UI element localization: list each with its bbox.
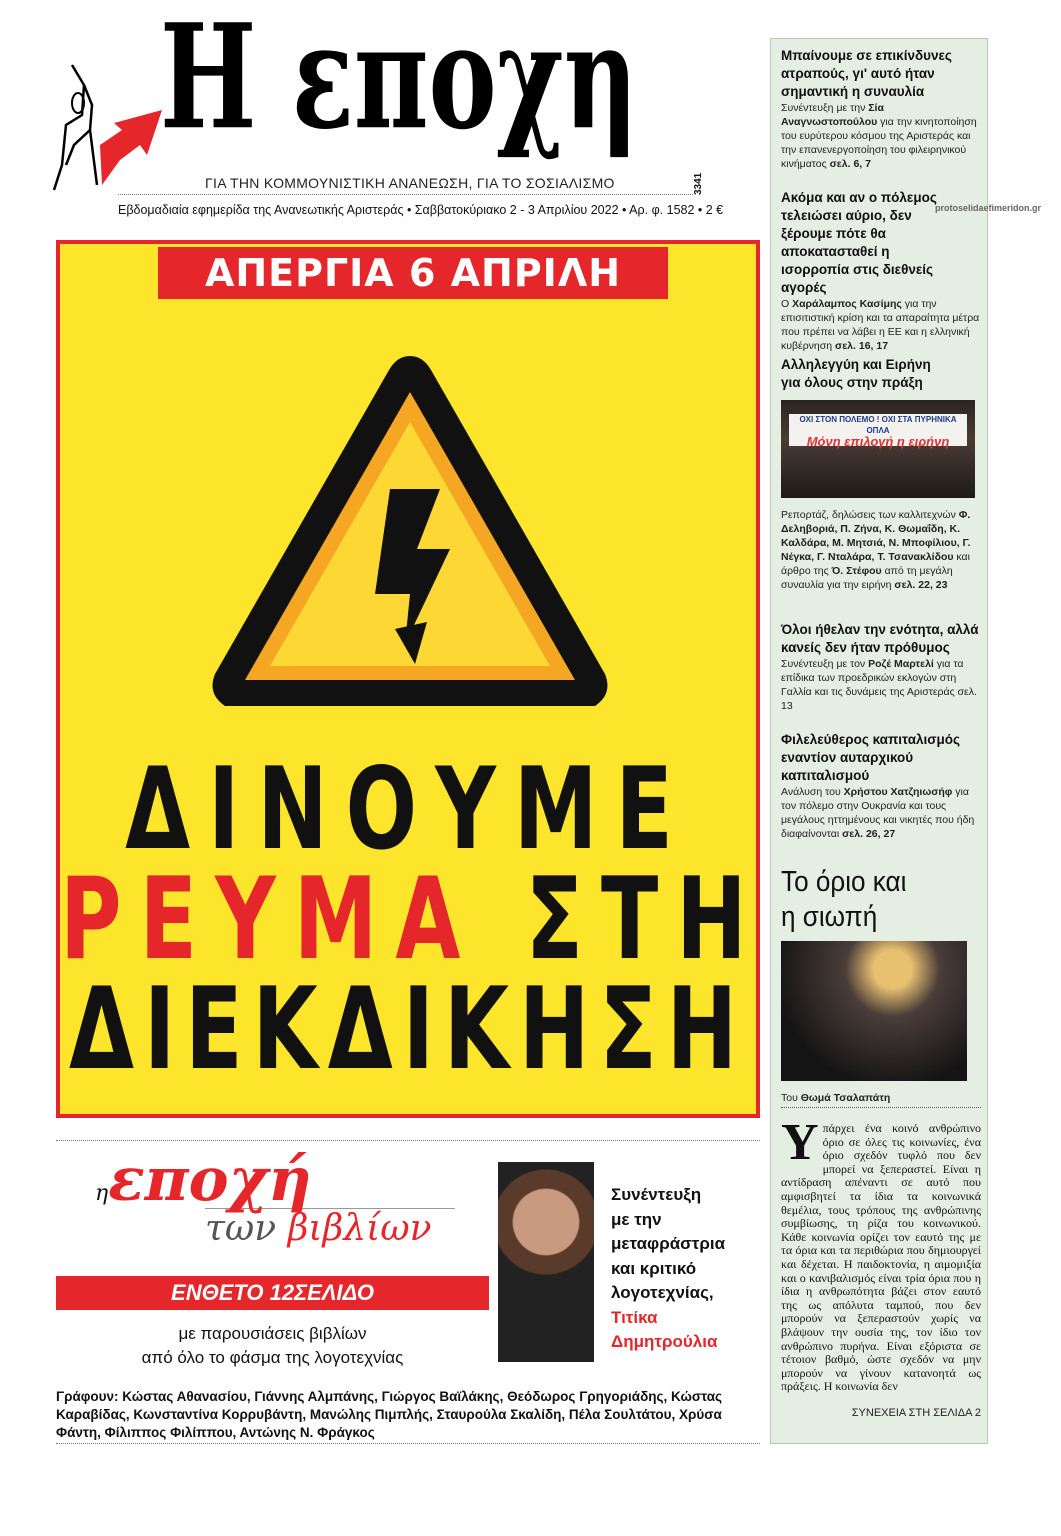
article-title: Φιλελεύθερος καπιταλισμός εναντίον αυταρχικού καπιταλισμού bbox=[781, 732, 961, 783]
divider bbox=[56, 1140, 760, 1141]
strike-banner: ΑΠΕΡΓΙΑ 6 ΑΠΡΙΛΗ bbox=[158, 247, 668, 299]
feature-text: Υπάρχει ένα κοινό ανθρώπινο όριο σε όλες τις κοινωνίες, ένα όριο σχεδόν τυφλό που δεν μπορεί να ξεπεραστεί. Είναι η αντίδραση απέναντι σε αυτό που αμφισβητεί τα ίδια τα κοινωνικά θεμέλια, τους τρόπους της ανθρώπινης συμβίωσης, τη ρίζα του κοινωνικού. Κάθε κοινωνία ορίζει τον εαυτό της με τα όρια και τα περιθώρια που δημιουργεί και δέχεται. Η παιδοκτονία, η αιμομιξία και ο κανιβαλισμός είναι τρία όρια που η ίδια η ανθρωπότητα βάζει στον εαυτό της ως απόλυτα ταμπού, που δεν μπορούν να ξεπεραστούν χωρίς να βλάψουν την ουσία της, τον ίδιο τον ανθρώπινο πυρήνα. Είναι εξόριστα σε τέτοιον βαθμό, ώστε σχεδόν να μην μπορούν να γίνουν κατανοητά ως πράξεις. Η κοινωνία δεν bbox=[781, 1114, 981, 1394]
article-summary: Ανάλυση του Χρήστου Χατζηιωσήφ για τον πόλεμο στην Ουκρανία και τους μεγάλους ηττημένους και νικητές που ήδη διαφαίνονται σελ. 26, 27 bbox=[781, 786, 975, 840]
feature-title: Το όριο και η σιωπή bbox=[781, 866, 907, 933]
sidebar-article[interactable] bbox=[781, 731, 981, 841]
issue-code: 3341 bbox=[693, 172, 704, 195]
slogan: ΓΙΑ ΤΗΝ ΚΟΜΜΟΥΝΙΣΤΙΚΗ ΑΝΑΝΕΩΣΗ, ΓΙΑ ΤΟ ΣΟΣΙΑΛΙΣΜΟ bbox=[205, 175, 615, 191]
article-summary: Συνέντευξη με την Σία Αναγνωστοπούλου για την κινητοποίηση του ευρύτερου κόσμου της Αριστεράς και την επανενεργοποίηση του φιλειρηνικού κινήματος σελ. 6, 7 bbox=[781, 102, 977, 170]
supplement-band: ΕΝΘΕΤΟ 12ΣΕΛΙΔΟ bbox=[56, 1276, 489, 1310]
sidebar-article[interactable] bbox=[781, 47, 981, 171]
article-summary: Ρεπορτάζ, δηλώσεις των καλλιτεχνών Φ. Δεληβοριά, Π. Ζήνα, Κ. Θωμαΐδη, Κ. Καλδάρα, Μ. Μητσιά, Ν. Μποφίλιου, Γ. Νέγκα, Γ. Νταλάρα, Τ. Τσανακλίδου και άρθρο της Ό. Στέφου από τη μεγάλη συναυλία για την ειρήνη σελ. 22, 23 bbox=[781, 509, 971, 591]
article-title: Ακόμα και αν ο πόλεμος τελειώσει αύριο, δεν ξέρουμε πότε θα αποκατασταθεί η ισορροπία στις διεθνείς αγορές bbox=[781, 190, 937, 295]
headline-line-3: ΔΙΕΚΔΙΚΗΣΗ bbox=[68, 962, 748, 1096]
sidebar-column bbox=[770, 38, 988, 1444]
watermark: protoselidaefimeridon.gr bbox=[935, 203, 1042, 213]
interviewee-photo bbox=[498, 1162, 594, 1362]
strike-poster bbox=[56, 240, 765, 1118]
contributors-list: Γράφουν: Κώστας Αθανασίου, Γιάννης Αλμπάνης, Γιώργος Βαϊλάκης, Θεόδωρος Γρηγοριάδης, Κώστας Καραβίδας, Κωνσταντίνα Κορρυβάντη, Μανώλης Πιμπλής, Σταυρούλα Σκαλίδη, Πέλα Σουλτάτου, Χρύσα Φάντη, Φίλιππος Φιλίππου, Αντώνης Ν. Φράγκος bbox=[56, 1389, 723, 1440]
feature-photo bbox=[781, 941, 967, 1081]
interview-teaser[interactable]: Συνέντευξη με την μεταφράστρια και κριτικό λογοτεχνίας, Τιτίκα Δημητρούλια bbox=[611, 1185, 726, 1351]
high-voltage-warning-icon bbox=[205, 344, 615, 724]
sidebar-article[interactable] bbox=[781, 356, 981, 592]
article-title: Αλληλεγγύη και Ειρήνη για όλους στην πράξη bbox=[781, 357, 931, 390]
books-supplement-logo: ηεποχή των βιβλίων bbox=[95, 1150, 455, 1247]
headline-line-1: ΔΙΝΟΥΜΕ bbox=[125, 742, 691, 876]
concert-photo bbox=[781, 400, 975, 498]
divider bbox=[118, 194, 693, 195]
feature-article[interactable] bbox=[781, 865, 981, 1420]
protest-banner: ΟΧΙ ΣΤΟΝ ΠΟΛΕΜΟ ! ΟΧΙ ΣΤΑ ΠΥΡΗΝΙΚΑ ΟΠΛΑ Μόνη επιλογή η ειρήνη bbox=[789, 414, 967, 446]
article-summary: Ο Χαράλαμπος Κασίμης για την επισιτιστική κρίση και τα απαραίτητα μέτρα που πρέπει να λάβει η ΕΕ και η ελληνική κυβέρνηση σελ. 16, 17 bbox=[781, 298, 980, 352]
byline: Του Θωμά Τσαλαπάτη bbox=[781, 1091, 981, 1108]
pen-hand-logo-icon bbox=[52, 55, 167, 195]
headline-red-word: ΡΕΥΜΑ bbox=[60, 852, 479, 986]
issue-info: Εβδομαδιαία εφημερίδα της Ανανεωτικής Αριστεράς • Σαββατοκύριακο 2 - 3 Απριλίου 2022 • Αρ. φ. 1582 • 2 € bbox=[118, 203, 724, 217]
headline-word: ΣΤΗ bbox=[525, 852, 765, 986]
newspaper-title: Η εποχη bbox=[160, 0, 638, 162]
divider bbox=[56, 1443, 760, 1444]
sidebar-article[interactable] bbox=[781, 621, 981, 713]
sidebar-article[interactable] bbox=[781, 189, 980, 353]
supplement-description: με παρουσιάσεις βιβλίων από όλο το φάσμα της λογοτεχνίας bbox=[141, 1324, 404, 1367]
continue-note: ΣΥΝΕΧΕΙΑ ΣΤΗ ΣΕΛΙΔΑ 2 bbox=[851, 1406, 981, 1419]
article-title: Όλοι ήθελαν την ενότητα, αλλά κανείς δεν ήταν πρόθυμος bbox=[781, 622, 979, 655]
article-summary: Συνέντευξη με τον Ροζέ Μαρτελί για τα επίδικα των προεδρικών εκλογών στη Γαλλία και τις δυνάμεις της Αριστεράς σελ. 13 bbox=[781, 658, 977, 712]
headline-line-2 bbox=[60, 852, 765, 986]
article-title: Μπαίνουμε σε επικίνδυνες ατραπούς, γι' αυτό ήταν σημαντική η συναυλία bbox=[781, 48, 952, 99]
